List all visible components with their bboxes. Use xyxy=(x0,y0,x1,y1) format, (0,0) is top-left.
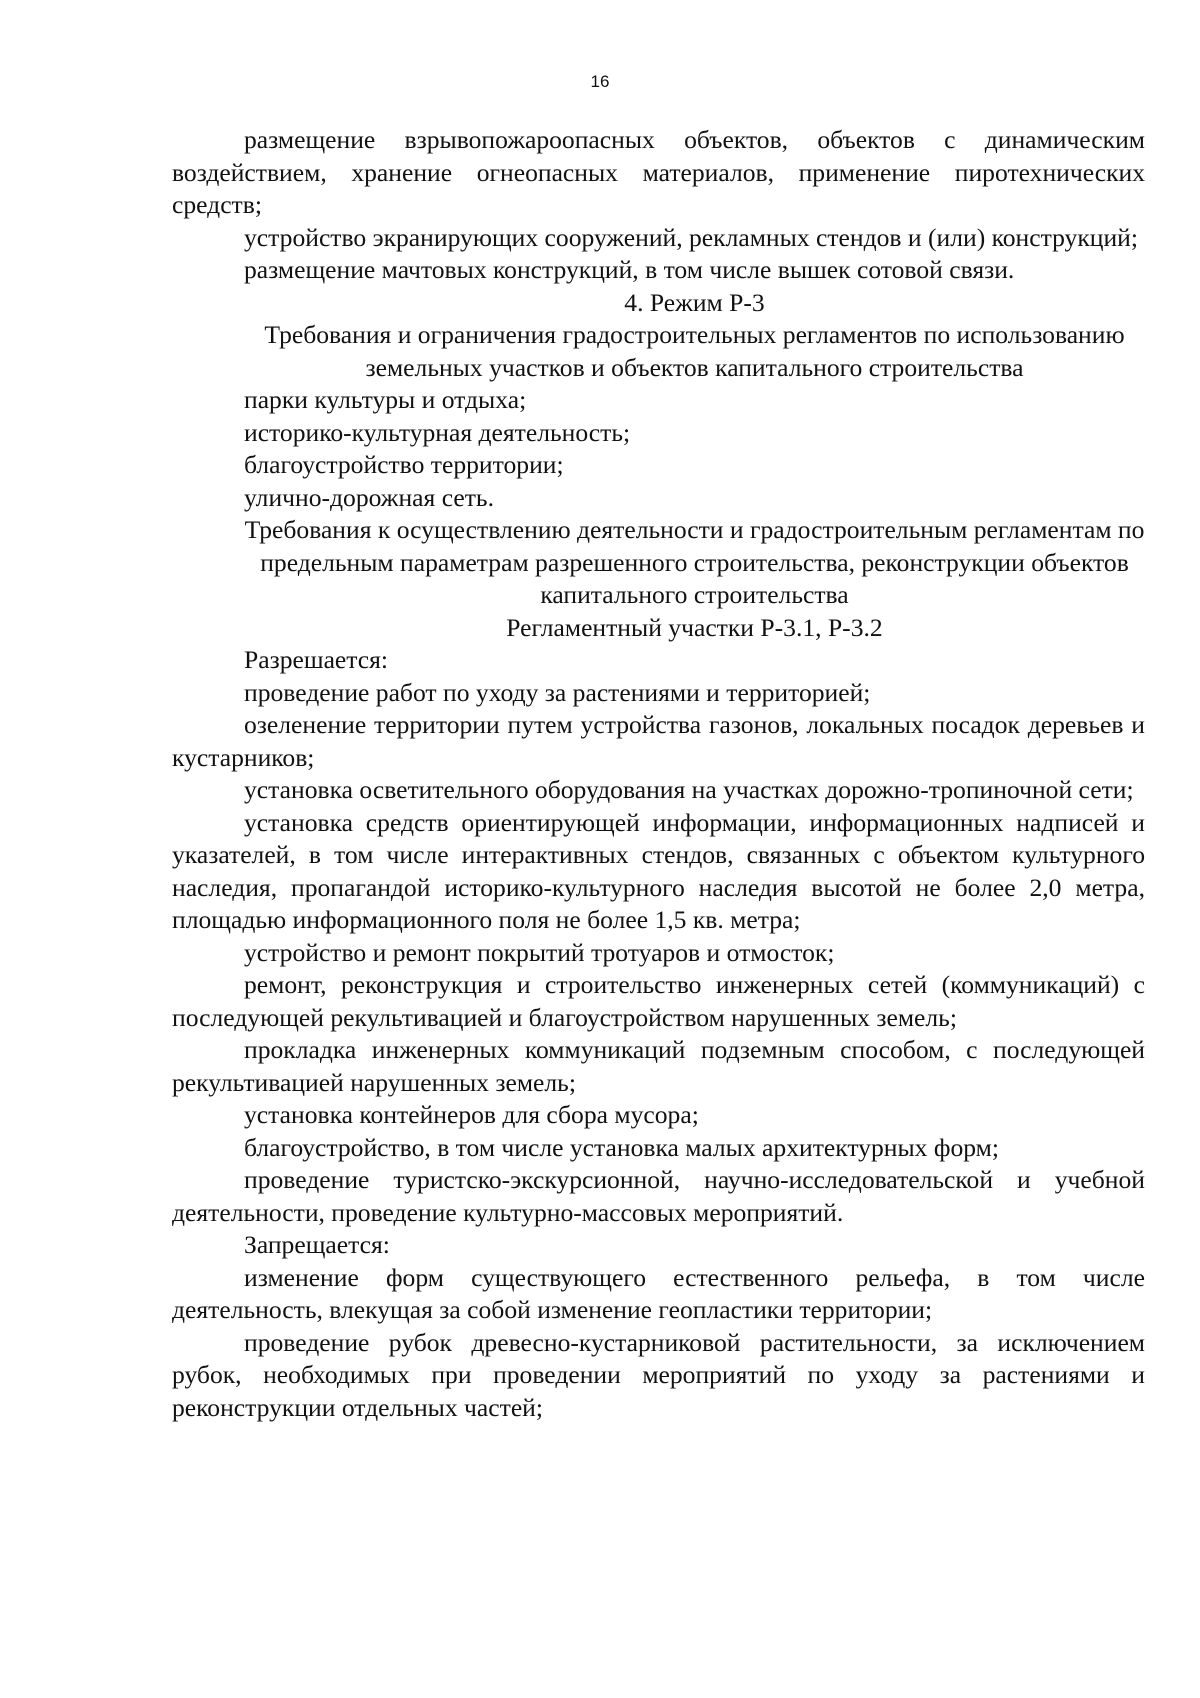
paragraph: размещение мачтовых конструкций, в том числе вышек сотовой связи. xyxy=(244,255,1015,284)
section-subheading: Требования и ограничения градостроительных регламентов по использованию земельных участков и объектов капитального строительства xyxy=(264,320,1125,382)
paragraph: Запрещается: xyxy=(244,1230,390,1259)
section-heading: 4. Режим Р-3 xyxy=(624,287,765,317)
paragraph: устройство и ремонт покрытий тротуаров и отмосток; xyxy=(244,937,835,967)
paragraph: благоустройство, в том числе установка малых архитектурных форм; xyxy=(244,1132,999,1162)
section-subheading: Регламентный участки Р-3.1, Р-3.2 xyxy=(506,612,883,642)
paragraph: устройство экранирующих сооружений, рекламных стендов и (или) конструкций; xyxy=(244,222,1138,252)
paragraph: улично-дорожная сеть. xyxy=(244,482,495,512)
paragraph: установка контейнеров для сбора мусора; xyxy=(244,1100,699,1129)
paragraph: проведение туристско-экскурсионной, научно-исследовательской и учебной деятельности, проведение культурно-массовых мероприятий. xyxy=(172,1165,1145,1227)
paragraph: размещение взрывопожароопасных объектов, объектов с динамическим воздействием, хранение огнеопасных материалов, применение пиротехнических средств; xyxy=(172,125,1145,219)
paragraph: историко-культурная деятельность; xyxy=(244,417,631,447)
paragraph: изменение форм существующего естественного рельефа, в том числе деятельность, влекущая за собой изменение геопластики территории; xyxy=(172,1262,1145,1324)
page-number: 16 xyxy=(590,72,610,91)
paragraph: проведение рубок древесно-кустарниковой растительности, за исключением рубок, необходимых при проведении мероприятий по уходу за растениями и реконструкции отдельных частей; xyxy=(172,1327,1145,1422)
section-subheading: Требования к осуществлению деятельности и градостроительным регламентам по предельным параметрам разрешенного строительства, реконструкции объектов капитального строительства xyxy=(244,515,1145,609)
paragraph: Разрешается: xyxy=(244,645,389,674)
document-body xyxy=(172,124,1145,1424)
paragraph: установка осветительного оборудования на участках дорожно-тропиночной сети; xyxy=(244,775,1134,804)
paragraph: благоустройство территории; xyxy=(244,450,564,479)
paragraph: парки культуры и отдыха; xyxy=(244,385,527,414)
paragraph: озеленение территории путем устройства газонов, локальных посадок деревьев и кустарников; xyxy=(172,710,1145,772)
paragraph: ремонт, реконструкция и строительство инженерных сетей (коммуникаций) с последующей рекультивацией и благоустройством нарушенных земель; xyxy=(172,970,1145,1032)
paragraph: прокладка инженерных коммуникаций подземным способом, с последующей рекультивацией нарушенных земель; xyxy=(172,1035,1145,1097)
paragraph: проведение работ по уходу за растениями и территорией; xyxy=(244,677,871,707)
paragraph: установка средств ориентирующей информации, информационных надписей и указателей, в том числе интерактивных стендов, связанных с объектом культурного наследия, пропагандой историко-культурного наследия высотой не более 2,0 метра, площадью информационного поля не более 1,5 кв. метра; xyxy=(172,807,1145,934)
